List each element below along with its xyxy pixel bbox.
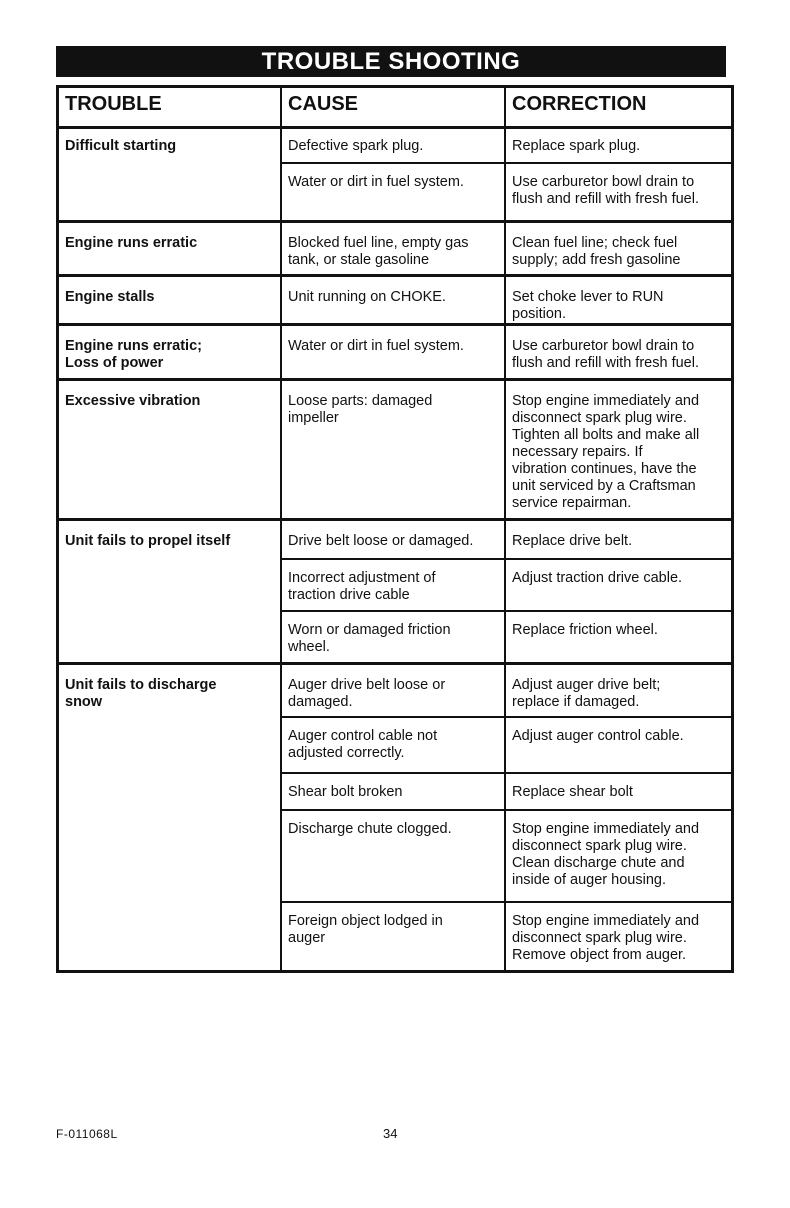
group-divider bbox=[59, 662, 731, 665]
correction-cell bbox=[512, 174, 699, 208]
cause-cell bbox=[288, 235, 469, 269]
page-number: 34 bbox=[383, 1126, 398, 1141]
cause-cell-line: traction drive cable bbox=[288, 587, 410, 603]
correction-cell-line: Stop engine immediately and bbox=[512, 913, 700, 929]
row-divider bbox=[281, 558, 731, 560]
cause-cell bbox=[288, 570, 436, 604]
trouble-cell bbox=[65, 677, 216, 711]
group-divider bbox=[59, 274, 731, 277]
correction-cell-line: disconnect spark plug wire. bbox=[512, 838, 687, 854]
cause-cell-line: Unit running on CHOKE. bbox=[288, 289, 446, 305]
row-divider bbox=[281, 772, 731, 774]
header-divider bbox=[59, 126, 731, 129]
correction-cell-line: replace if damaged. bbox=[512, 694, 640, 710]
trouble-cell-line: Loss of power bbox=[65, 355, 164, 371]
correction-cell-line: Replace friction wheel. bbox=[512, 622, 658, 638]
cause-cell-line: Drive belt loose or damaged. bbox=[288, 533, 474, 549]
cause-cell bbox=[288, 784, 402, 801]
cause-cell-line: adjusted correctly. bbox=[288, 745, 405, 761]
row-divider bbox=[281, 162, 731, 164]
correction-cell-line: Stop engine immediately and bbox=[512, 393, 700, 409]
cause-cell bbox=[288, 393, 432, 427]
cause-cell-line: auger bbox=[288, 930, 326, 946]
correction-cell-line: Remove object from auger. bbox=[512, 947, 687, 963]
cause-cell-line: Auger control cable not bbox=[288, 728, 438, 744]
row-divider bbox=[281, 610, 731, 612]
cause-cell bbox=[288, 913, 443, 947]
correction-cell-line: position. bbox=[512, 306, 567, 322]
cause-cell bbox=[288, 338, 464, 355]
group-divider bbox=[59, 378, 731, 381]
cause-cell bbox=[288, 533, 473, 550]
cause-cell-line: Defective spark plug. bbox=[288, 138, 424, 154]
correction-cell-line: necessary repairs. If bbox=[512, 444, 643, 460]
cause-cell-line: Incorrect adjustment of bbox=[288, 570, 436, 586]
correction-cell-line: service repairman. bbox=[512, 495, 632, 511]
correction-cell bbox=[512, 913, 699, 964]
trouble-cell-line: Engine runs erratic; bbox=[65, 338, 202, 354]
correction-cell bbox=[512, 289, 664, 323]
correction-cell-line: flush and refill with fresh fuel. bbox=[512, 191, 699, 207]
trouble-cell bbox=[65, 235, 197, 252]
cause-cell-line: Auger drive belt loose or bbox=[288, 677, 446, 693]
trouble-cell bbox=[65, 138, 176, 155]
trouble-cell bbox=[65, 533, 230, 550]
cause-cell-line: Discharge chute clogged. bbox=[288, 821, 452, 837]
correction-cell-line: Clean discharge chute and bbox=[512, 855, 685, 871]
correction-cell-line: Adjust auger control cable. bbox=[512, 728, 684, 744]
cause-cell-line: Blocked fuel line, empty gas bbox=[288, 235, 469, 251]
correction-cell-line: inside of auger housing. bbox=[512, 872, 666, 888]
correction-cell-line: Use carburetor bowl drain to bbox=[512, 338, 695, 354]
correction-cell bbox=[512, 338, 699, 372]
correction-cell-line: Stop engine immediately and bbox=[512, 821, 700, 837]
correction-cell bbox=[512, 677, 660, 711]
cause-cell-line: Foreign object lodged in bbox=[288, 913, 443, 929]
trouble-cell-line: Excessive vibration bbox=[65, 393, 201, 409]
correction-cell-line: Adjust traction drive cable. bbox=[512, 570, 683, 586]
cause-cell bbox=[288, 174, 464, 191]
trouble-cell bbox=[65, 338, 202, 372]
correction-cell-line: disconnect spark plug wire. bbox=[512, 410, 687, 426]
cause-cell bbox=[288, 821, 452, 838]
correction-cell bbox=[512, 393, 699, 512]
trouble-cell-line: Engine stalls bbox=[65, 289, 155, 305]
cause-cell bbox=[288, 622, 451, 656]
trouble-cell-line: Engine runs erratic bbox=[65, 235, 198, 251]
header-cause: CAUSE bbox=[288, 93, 359, 115]
correction-cell-line: Replace spark plug. bbox=[512, 138, 641, 154]
correction-cell bbox=[512, 728, 684, 745]
cause-cell-line: Worn or damaged friction bbox=[288, 622, 451, 638]
correction-cell-line: Clean fuel line; check fuel bbox=[512, 235, 678, 251]
cause-cell-line: Water or dirt in fuel system. bbox=[288, 338, 464, 354]
correction-cell-line: Use carburetor bowl drain to bbox=[512, 174, 695, 190]
cause-cell-line: Water or dirt in fuel system. bbox=[288, 174, 464, 190]
cause-cell-line: Loose parts: damaged bbox=[288, 393, 433, 409]
header-trouble: TROUBLE bbox=[65, 93, 162, 115]
cause-cell-line: tank, or stale gasoline bbox=[288, 252, 430, 268]
correction-cell bbox=[512, 784, 633, 801]
correction-cell-line: Set choke lever to RUN bbox=[512, 289, 664, 305]
correction-cell bbox=[512, 821, 699, 889]
cause-cell bbox=[288, 138, 423, 155]
correction-cell-line: unit serviced by a Craftsman bbox=[512, 478, 696, 494]
page-title: TROUBLE SHOOTING bbox=[56, 46, 726, 77]
trouble-cell-line: Unit fails to propel itself bbox=[65, 533, 231, 549]
cause-cell bbox=[288, 728, 437, 762]
row-divider bbox=[281, 716, 731, 718]
trouble-cell-line: snow bbox=[65, 694, 103, 710]
cause-cell-line: wheel. bbox=[288, 639, 330, 655]
cause-cell bbox=[288, 289, 446, 306]
trouble-cell bbox=[65, 289, 154, 306]
row-divider bbox=[281, 809, 731, 811]
troubleshooting-table bbox=[56, 85, 734, 973]
document-code: F-011068L bbox=[56, 1127, 118, 1141]
group-divider bbox=[59, 220, 731, 223]
trouble-cell-line: Unit fails to discharge bbox=[65, 677, 217, 693]
group-divider bbox=[59, 518, 731, 521]
correction-cell-line: Adjust auger drive belt; bbox=[512, 677, 661, 693]
trouble-cell-line: Difficult starting bbox=[65, 138, 177, 154]
correction-cell-line: vibration continues, have the bbox=[512, 461, 697, 477]
correction-cell bbox=[512, 533, 632, 550]
cause-cell-line: Shear bolt broken bbox=[288, 784, 403, 800]
correction-cell bbox=[512, 235, 680, 269]
correction-cell bbox=[512, 622, 658, 639]
correction-cell bbox=[512, 138, 640, 155]
cause-cell bbox=[288, 677, 445, 711]
cause-cell-line: damaged. bbox=[288, 694, 353, 710]
correction-cell-line: supply; add fresh gasoline bbox=[512, 252, 681, 268]
group-divider bbox=[59, 323, 731, 326]
correction-cell-line: Replace shear bolt bbox=[512, 784, 633, 800]
correction-cell-line: disconnect spark plug wire. bbox=[512, 930, 687, 946]
correction-cell-line: flush and refill with fresh fuel. bbox=[512, 355, 699, 371]
cause-cell-line: impeller bbox=[288, 410, 339, 426]
row-divider bbox=[281, 901, 731, 903]
correction-cell-line: Tighten all bolts and make all bbox=[512, 427, 700, 443]
correction-cell bbox=[512, 570, 682, 587]
correction-cell-line: Replace drive belt. bbox=[512, 533, 633, 549]
trouble-cell bbox=[65, 393, 200, 410]
header-correction: CORRECTION bbox=[512, 93, 647, 115]
